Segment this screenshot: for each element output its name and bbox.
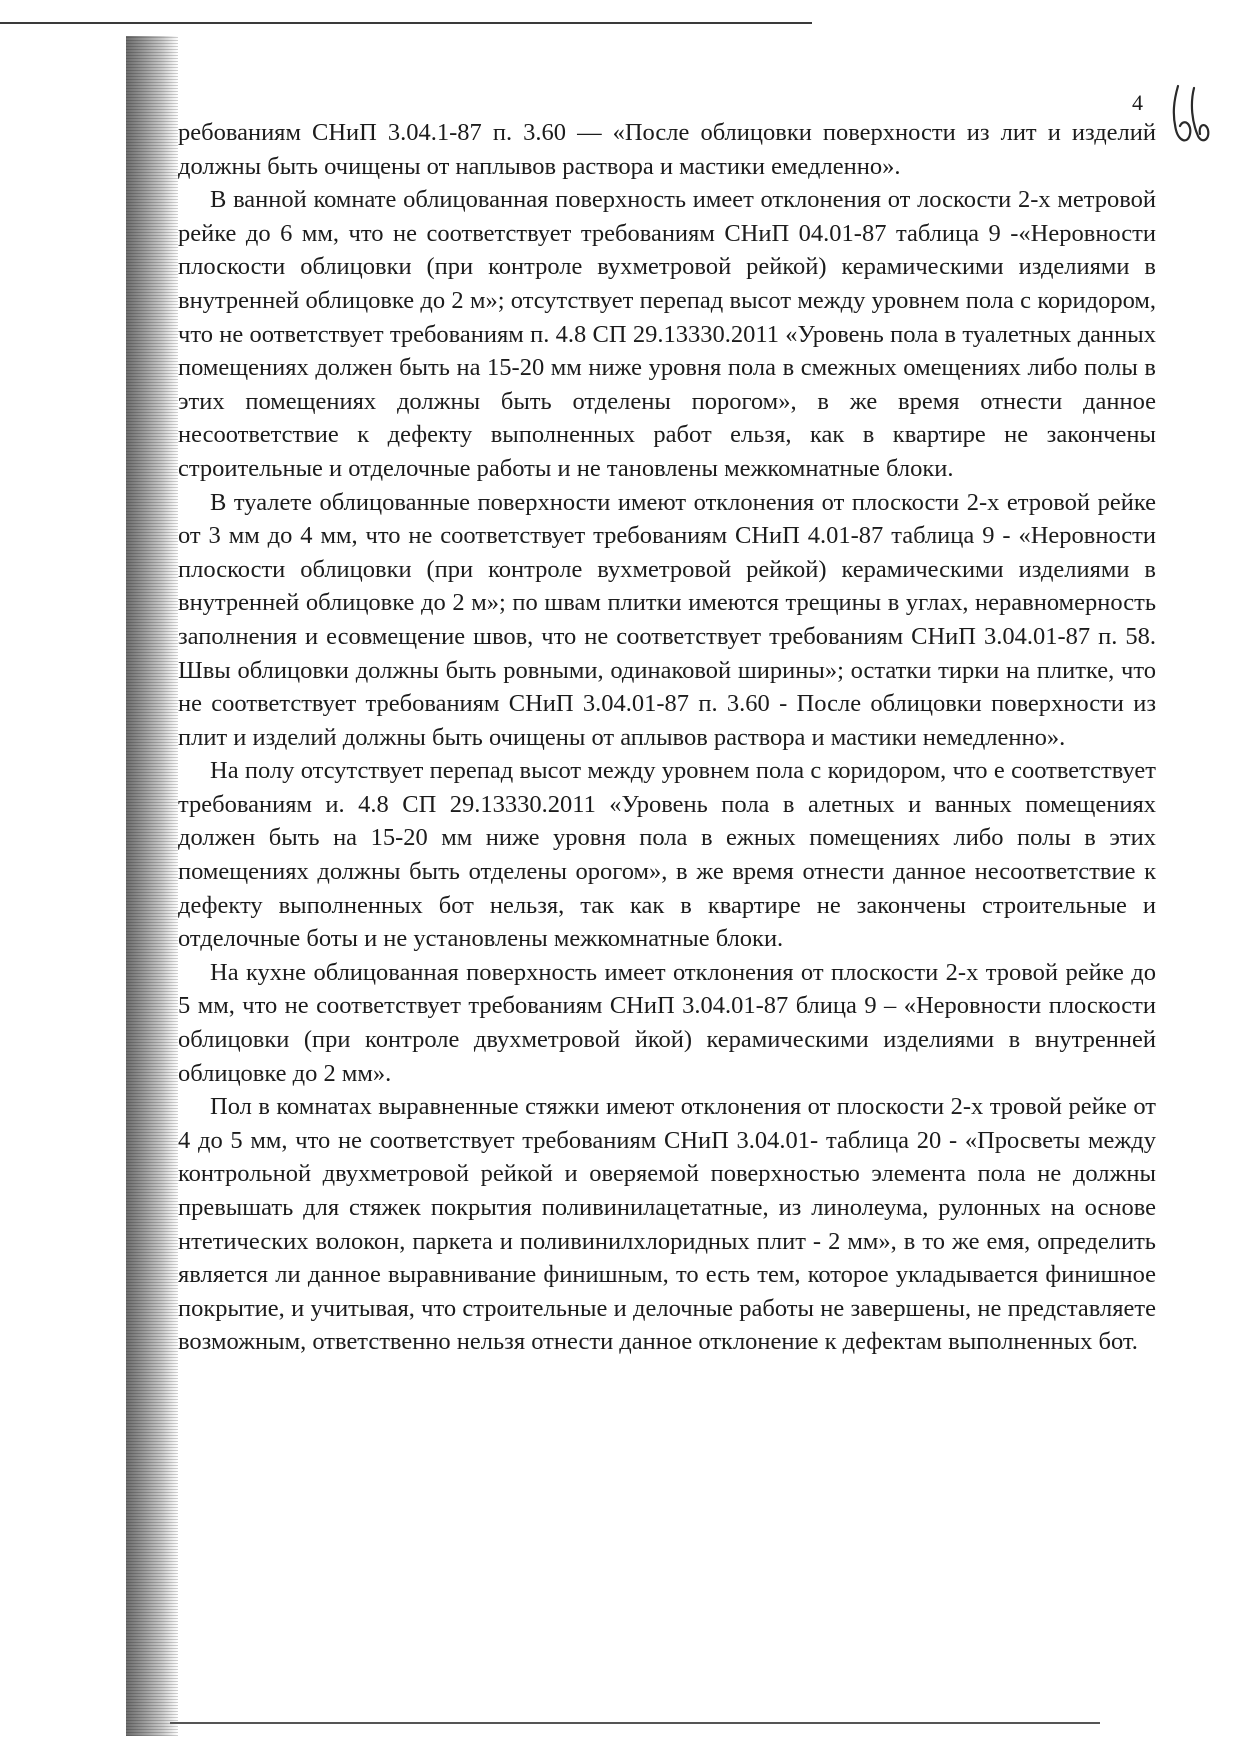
paragraph-6: Пол в комнатах выравненные стяжки имеют отклонения от плоскости 2-х тровой рейке от 4 до 5 мм, что не соответствует требованиям СНиП 3.04.01- таблица 20 - «Просветы между контрольной двухметровой рейкой и оверяемой поверхностью элемента пола не должны превышать для стяжек покрытия поливинилацетатные, из линолеума, рулонных на основе нтетических волокон, паркета и поливинилхлоридных плит - 2 мм», в то же емя, определить является ли данное выравнивание финишным, то есть тем, которое укладывается финишное покрытие, и учитывая, что строительные и делочные работы не завершены, не представляете возможным, ответственно нельзя отнести данное отклонение к дефектам выполненных бот.: [178, 1093, 1156, 1356]
bottom-rule: [170, 1722, 1100, 1724]
paragraph-1: ребованиям СНиП 3.04.1-87 п. 3.60 — «После облицовки поверхности из лит и изделий должны быть очищены от наплывов раствора и мастики емедленно».: [178, 119, 1156, 180]
scanned-binding-edge: [126, 36, 178, 1736]
paragraph-2: В ванной комнате облицованная поверхность имеет отклонения от лоскости 2-х метровой рейке до 6 мм, что не соответствует требованиям СНиП 04.01-87 таблица 9 -«Неровности плоскости облицовки (при контроле вухметровой рейкой) керамическими изделиями в внутренней облицовке до 2 м»; отсутствует перепад высот между уровнем пола с коридором, что не оответствует требованиям п. 4.8 СП 29.13330.2011 «Уровень пола в туалетных данных помещениях должен быть на 15-20 мм ниже уровня пола в смежных омещениях либо полы в этих помещениях должны быть отделены порогом», в же время отнести данное несоответствие к дефекту выполненных работ ельзя, как в квартире не закончены строительные и отделочные работы и не тановлены межкомнатные блоки.: [178, 186, 1156, 482]
body-text: [178, 116, 1156, 1359]
top-rule: [0, 22, 812, 24]
paragraph-4: На полу отсутствует перепад высот между уровнем пола с коридором, что е соответствует требованиям и. 4.8 СП 29.13330.2011 «Уровень пола в алетных и ванных помещениях должен быть на 15-20 мм ниже уровня пола в ежных помещениях либо полы в этих помещениях должны быть отделены орогом», в же время отнести данное несоответствие к дефекту выполненных бот нельзя, так как в квартире не закончены строительные и отделочные боты и не установлены межкомнатные блоки.: [178, 757, 1156, 953]
paragraph-3: В туалете облицованные поверхности имеют отклонения от плоскости 2-х етровой рейке от 3 мм до 4 мм, что не соответствует требованиям СНиП 4.01-87 таблица 9 - «Неровности плоскости облицовки (при контроле вухметровой рейкой) керамическими изделиями в внутренней облицовке до 2 м»; по швам плитки имеются трещины в углах, неравномерность заполнения и есовмещение швов, что не соответствует требованиям СНиП 3.04.01-87 п. 58. Швы облицовки должны быть ровными, одинаковой ширины»; остатки тирки на плитке, что не соответствует требованиям СНиП 3.04.01-87 п. 3.60 - После облицовки поверхности из плит и изделий должны быть очищены от аплывов раствора и мастики немедленно».: [178, 488, 1156, 751]
handwritten-mark-icon: [1160, 78, 1220, 158]
paragraph-5: На кухне облицованная поверхность имеет отклонения от плоскости 2-х тровой рейке до 5 мм, что не соответствует требованиям СНиП 3.04.01-87 блица 9 – «Неровности плоскости облицовки (при контроле двухметровой йкой) керамическими изделиями в внутренней облицовке до 2 мм».: [178, 958, 1156, 1087]
page-number: 4: [1132, 90, 1143, 115]
